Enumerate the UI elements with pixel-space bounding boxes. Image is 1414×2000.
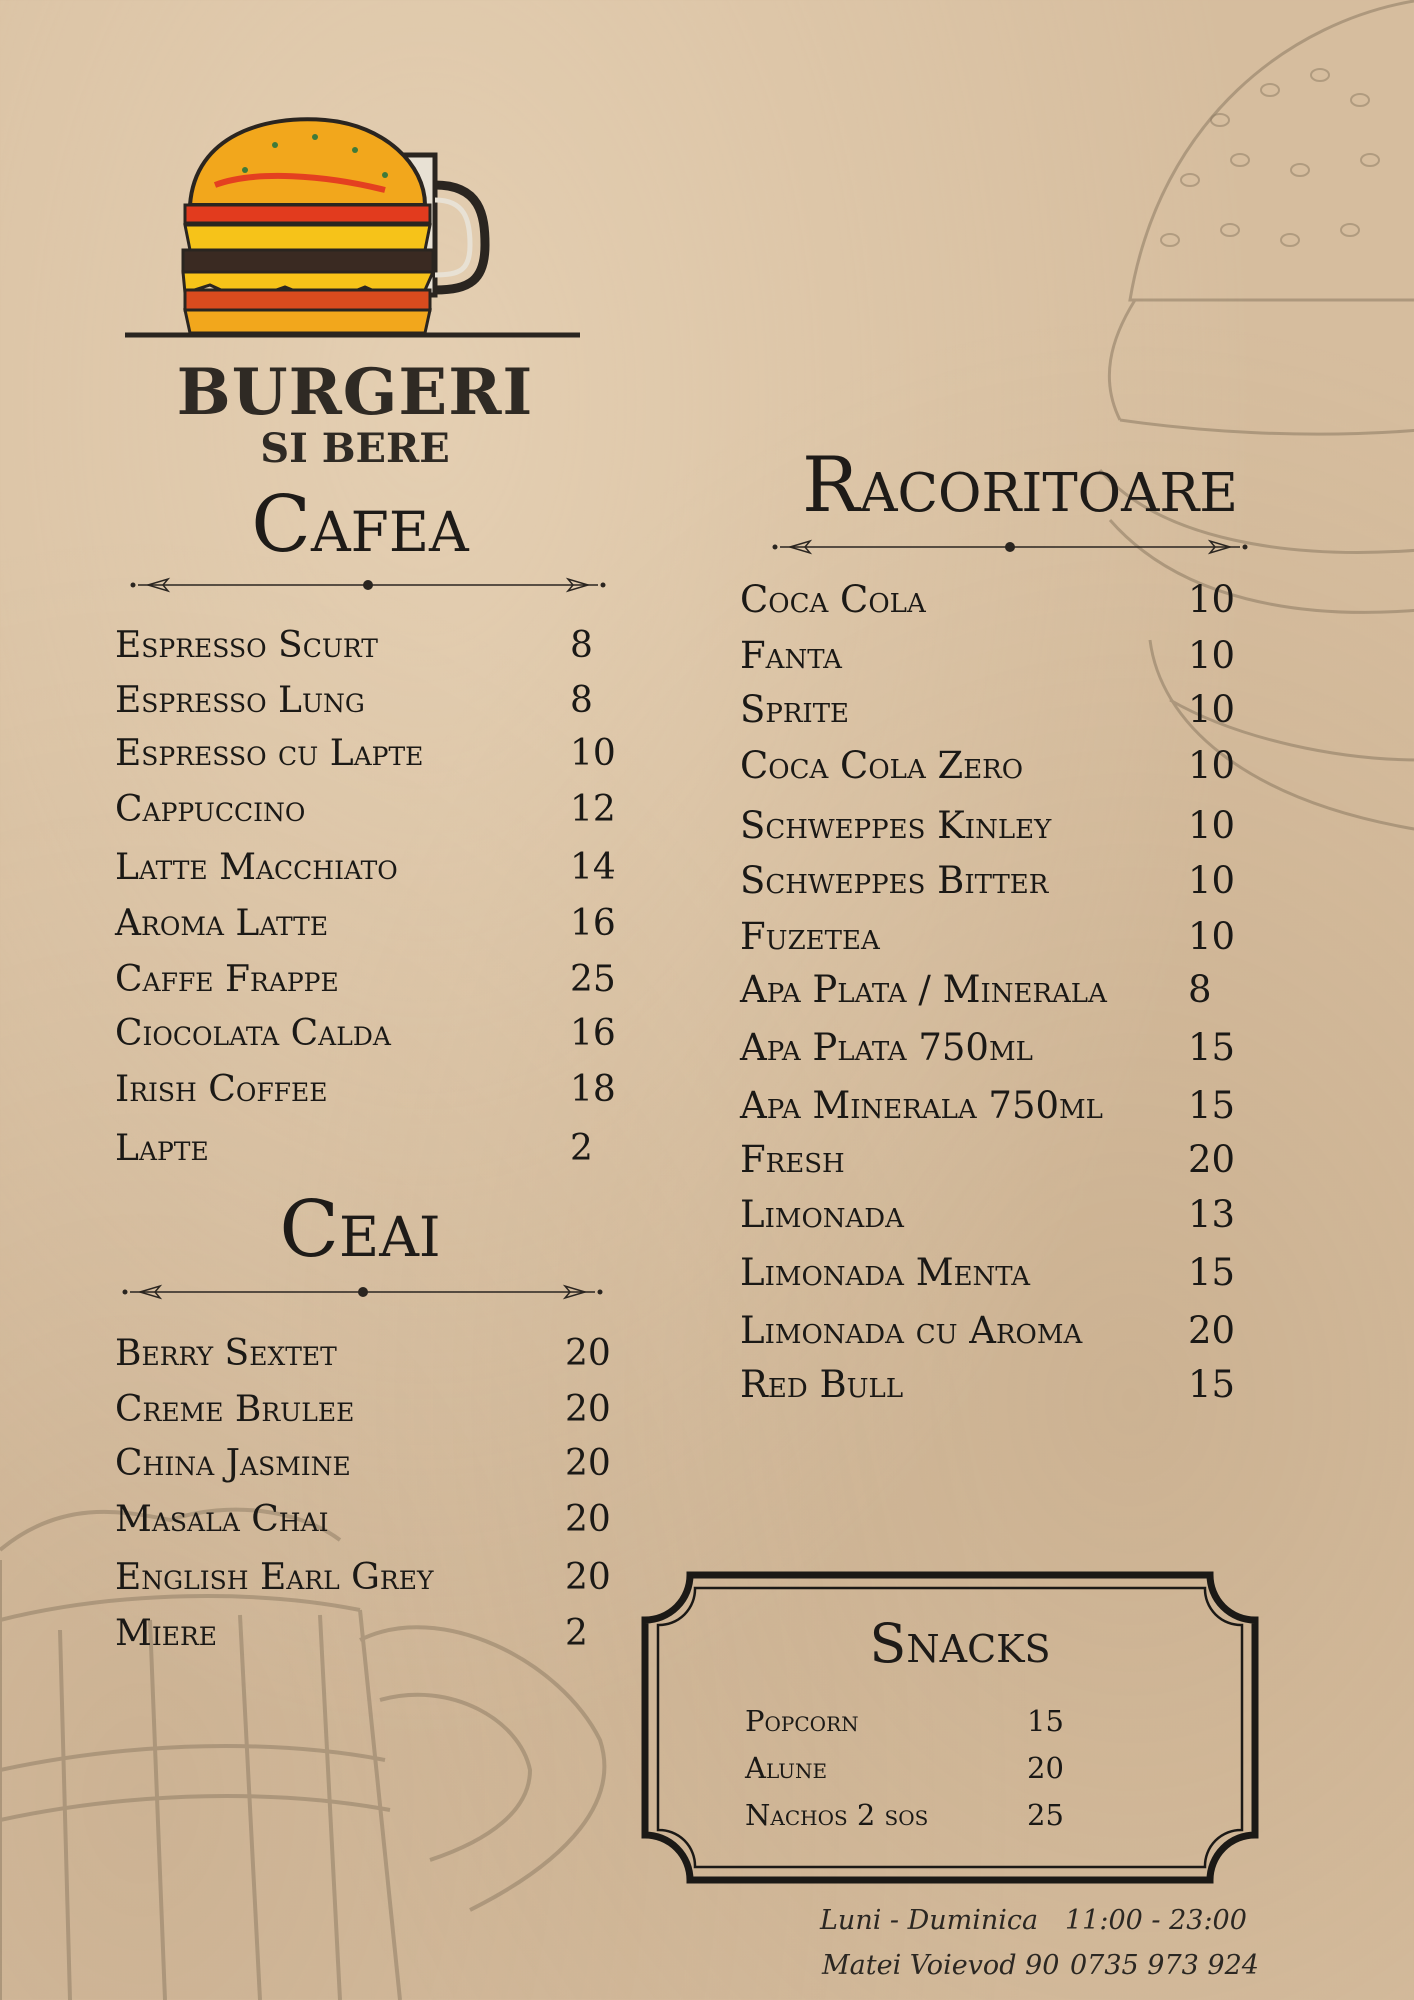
menu-item-name: Sprite xyxy=(740,688,850,731)
address: Matei Voievod 90 xyxy=(822,1950,1060,1981)
menu-item-name: Fanta xyxy=(740,634,842,677)
menu-item-name: Masala Chai xyxy=(115,1499,329,1540)
ornamental-divider xyxy=(770,537,1250,557)
menu-item-price: 10 xyxy=(570,733,616,774)
menu-item-name: Espresso cu Lapte xyxy=(115,733,424,774)
brand-subname: SI BERE xyxy=(260,425,450,472)
menu-item-price: 10 xyxy=(1188,578,1236,621)
menu-item-price: 14 xyxy=(570,847,616,888)
menu-item-name: Popcorn xyxy=(745,1704,859,1738)
menu-item-price: 20 xyxy=(565,1389,611,1430)
menu-item-name: Schweppes Bitter xyxy=(740,859,1049,902)
menu-item-price: 10 xyxy=(1188,804,1236,847)
menu-item-name: Red Bull xyxy=(740,1363,904,1406)
menu-item-price: 20 xyxy=(565,1557,611,1598)
menu-item-name: Coca Cola Zero xyxy=(740,744,1024,787)
menu-item-price: 10 xyxy=(1188,744,1236,787)
snacks-menu-list xyxy=(745,1704,1085,1844)
menu-item-price: 8 xyxy=(1188,968,1212,1011)
ornamental-divider xyxy=(128,575,608,595)
menu-item-name: China Jasmine xyxy=(115,1443,351,1484)
menu-item-name: Aroma Latte xyxy=(115,903,329,944)
menu-item-price: 2 xyxy=(565,1613,588,1654)
menu-item-name: Apa Plata 750ml xyxy=(740,1026,1033,1069)
menu-item-name: Cappuccino xyxy=(115,789,306,830)
menu-item-price: 15 xyxy=(1188,1251,1236,1294)
menu-item-name: Latte Macchiato xyxy=(115,847,398,888)
menu-item-price: 18 xyxy=(570,1069,616,1110)
cafea-menu-list xyxy=(115,625,615,1185)
menu-item-price: 20 xyxy=(1027,1751,1064,1785)
menu-item-name: Irish Coffee xyxy=(115,1069,328,1110)
menu-item-name: Fresh xyxy=(740,1138,845,1181)
menu-item-name: Berry Sextet xyxy=(115,1333,337,1374)
menu-item-price: 16 xyxy=(570,1013,616,1054)
menu-item-price: 2 xyxy=(570,1128,593,1169)
menu-item-price: 10 xyxy=(1188,634,1236,677)
menu-item-name: Ciocolata Calda xyxy=(115,1013,391,1054)
menu-item-price: 25 xyxy=(570,959,616,1000)
menu-item-name: Fuzetea xyxy=(740,915,880,958)
menu-item-price: 16 xyxy=(570,903,616,944)
section-title-snacks: Snacks xyxy=(869,1612,1051,1675)
menu-item-price: 12 xyxy=(570,789,616,830)
menu-item-price: 8 xyxy=(570,625,593,666)
menu-item-name: Caffe Frappe xyxy=(115,959,339,1000)
opening-days: Luni - Duminica xyxy=(820,1905,1039,1936)
ornamental-divider xyxy=(120,1282,605,1302)
menu-item-price: 25 xyxy=(1027,1798,1064,1832)
menu-item-name: Creme Brulee xyxy=(115,1389,355,1430)
menu-item-price: 8 xyxy=(570,680,593,721)
menu-item-price: 20 xyxy=(565,1443,611,1484)
section-title-cafea: Cafea xyxy=(251,480,469,570)
menu-item-price: 20 xyxy=(1188,1138,1236,1181)
menu-item-name: Alune xyxy=(745,1751,828,1785)
menu-item-price: 15 xyxy=(1027,1704,1064,1738)
menu-item-name: Limonada Menta xyxy=(740,1251,1030,1294)
menu-item-name: Espresso Lung xyxy=(115,680,365,721)
menu-item-price: 10 xyxy=(1188,859,1236,902)
opening-hours: 11:00 - 23:00 xyxy=(1065,1905,1247,1936)
menu-item-name: Schweppes Kinley xyxy=(740,804,1052,847)
menu-item-name: Lapte xyxy=(115,1128,209,1169)
menu-item-price: 20 xyxy=(565,1499,611,1540)
menu-item-name: Apa Minerala 750ml xyxy=(740,1084,1103,1127)
menu-item-name: Limonada cu Aroma xyxy=(740,1309,1083,1352)
phone-number: 0735 973 924 xyxy=(1070,1950,1259,1981)
menu-item-price: 15 xyxy=(1188,1026,1236,1069)
menu-item-name: English Earl Grey xyxy=(115,1557,434,1598)
section-title-racoritoare: Racoritoare xyxy=(801,440,1238,529)
ceai-menu-list xyxy=(115,1333,615,1673)
menu-item-name: Nachos 2 sos xyxy=(745,1798,929,1832)
burger-beer-logo xyxy=(125,75,580,345)
section-title-ceai: Ceai xyxy=(279,1185,441,1275)
menu-item-price: 13 xyxy=(1188,1193,1236,1236)
menu-item-price: 15 xyxy=(1188,1084,1236,1127)
brand-name: BURGERI xyxy=(176,355,534,430)
menu-item-price: 20 xyxy=(1188,1309,1236,1352)
menu-item-price: 20 xyxy=(565,1333,611,1374)
menu-item-name: Limonada xyxy=(740,1193,904,1236)
menu-item-name: Coca Cola xyxy=(740,578,926,621)
menu-item-price: 10 xyxy=(1188,915,1236,958)
menu-item-name: Espresso Scurt xyxy=(115,625,378,666)
menu-item-name: Miere xyxy=(115,1613,218,1654)
menu-item-name: Apa Plata / Minerala xyxy=(740,968,1107,1011)
menu-item-price: 15 xyxy=(1188,1363,1236,1406)
menu-item-price: 10 xyxy=(1188,688,1236,731)
racoritoare-menu-list xyxy=(740,578,1240,1428)
